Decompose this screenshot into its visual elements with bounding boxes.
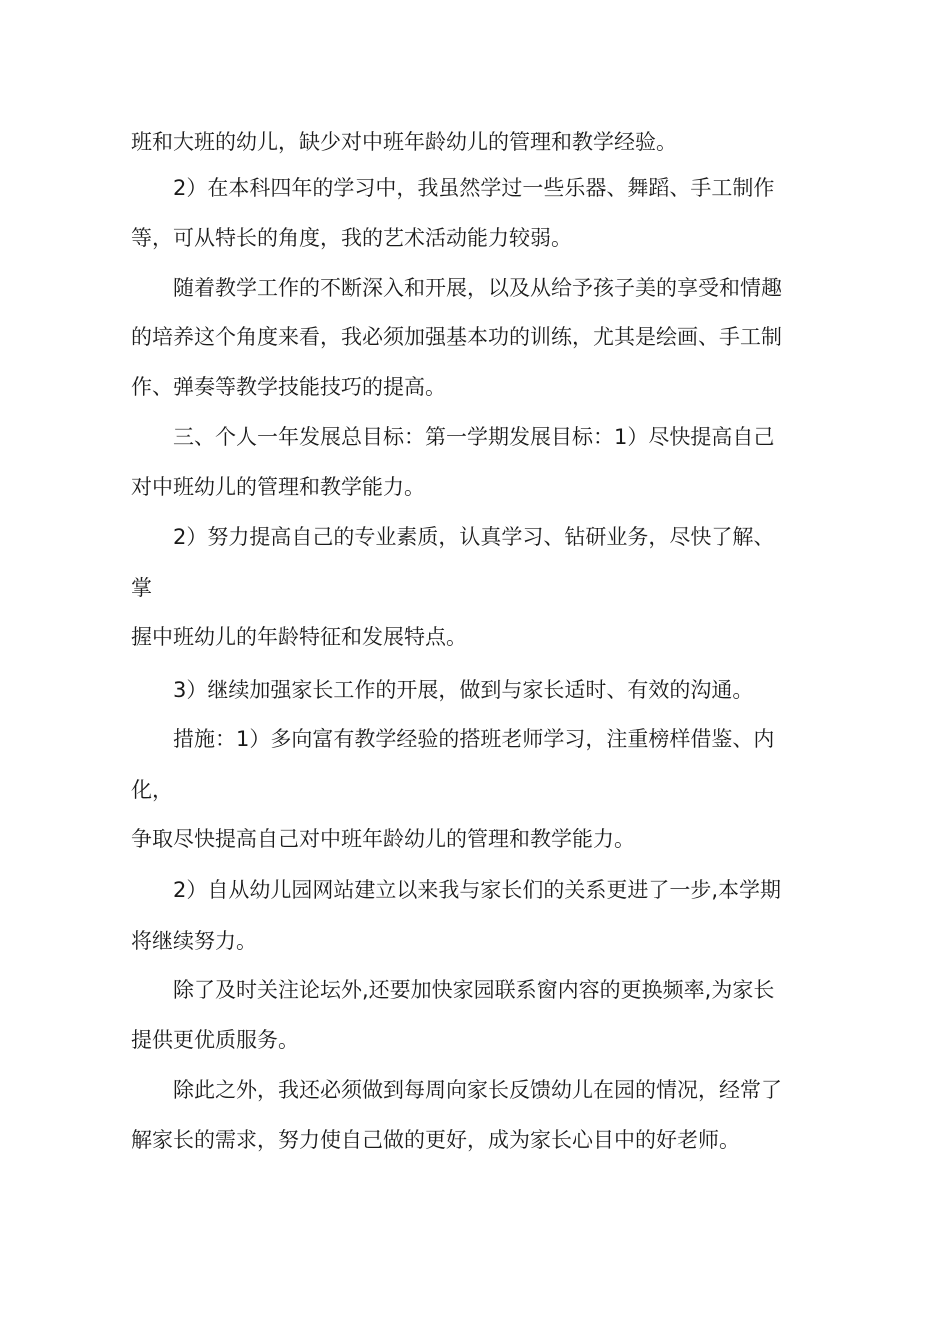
text-line: 解家长的需求，努力使自己做的更好，成为家长心目中的好老师。 bbox=[131, 1128, 740, 1152]
text-line: 提供更优质服务。 bbox=[131, 1028, 299, 1052]
text-line: 对中班幼儿的管理和教学能力。 bbox=[131, 475, 425, 499]
text-line: 3）继续加强家长工作的开展，做到与家长适时、有效的沟通。 bbox=[173, 678, 754, 702]
text-line: 措施：1）多向富有教学经验的搭班老师学习，注重榜样借鉴、内 bbox=[173, 727, 775, 751]
text-line: 作、弹奏等教学技能技巧的提高。 bbox=[131, 375, 446, 399]
text-line: 除了及时关注论坛外,还要加快家园联系窗内容的更换频率,为家长 bbox=[173, 978, 775, 1002]
text-line: 化， bbox=[131, 778, 173, 802]
text-line: 争取尽快提高自己对中班年龄幼儿的管理和教学能力。 bbox=[131, 827, 635, 851]
text-line: 握中班幼儿的年龄特征和发展特点。 bbox=[131, 625, 467, 649]
text-line: 将继续努力。 bbox=[131, 929, 257, 953]
text-line: 的培养这个角度来看，我必须加强基本功的训练，尤其是绘画、手工制 bbox=[131, 325, 782, 349]
text-line: 2）自从幼儿园网站建立以来我与家长们的关系更进了一步,本学期 bbox=[173, 878, 782, 902]
text-line: 班和大班的幼儿，缺少对中班年龄幼儿的管理和教学经验。 bbox=[131, 130, 677, 154]
text-line: 掌 bbox=[131, 576, 152, 600]
text-line: 三、个人一年发展总目标：第一学期发展目标：1）尽快提高自己 bbox=[173, 425, 775, 449]
text-line: 2）在本科四年的学习中，我虽然学过一些乐器、舞蹈、手工制作 bbox=[173, 176, 775, 200]
text-line: 2）努力提高自己的专业素质，认真学习、钻研业务，尽快了解、 bbox=[173, 525, 775, 549]
text-line: 等，可从特长的角度，我的艺术活动能力较弱。 bbox=[131, 226, 572, 250]
text-line: 除此之外，我还必须做到每周向家长反馈幼儿在园的情况，经常了 bbox=[173, 1078, 782, 1102]
text-line: 随着教学工作的不断深入和开展，以及从给予孩子美的享受和情趣 bbox=[173, 276, 782, 300]
